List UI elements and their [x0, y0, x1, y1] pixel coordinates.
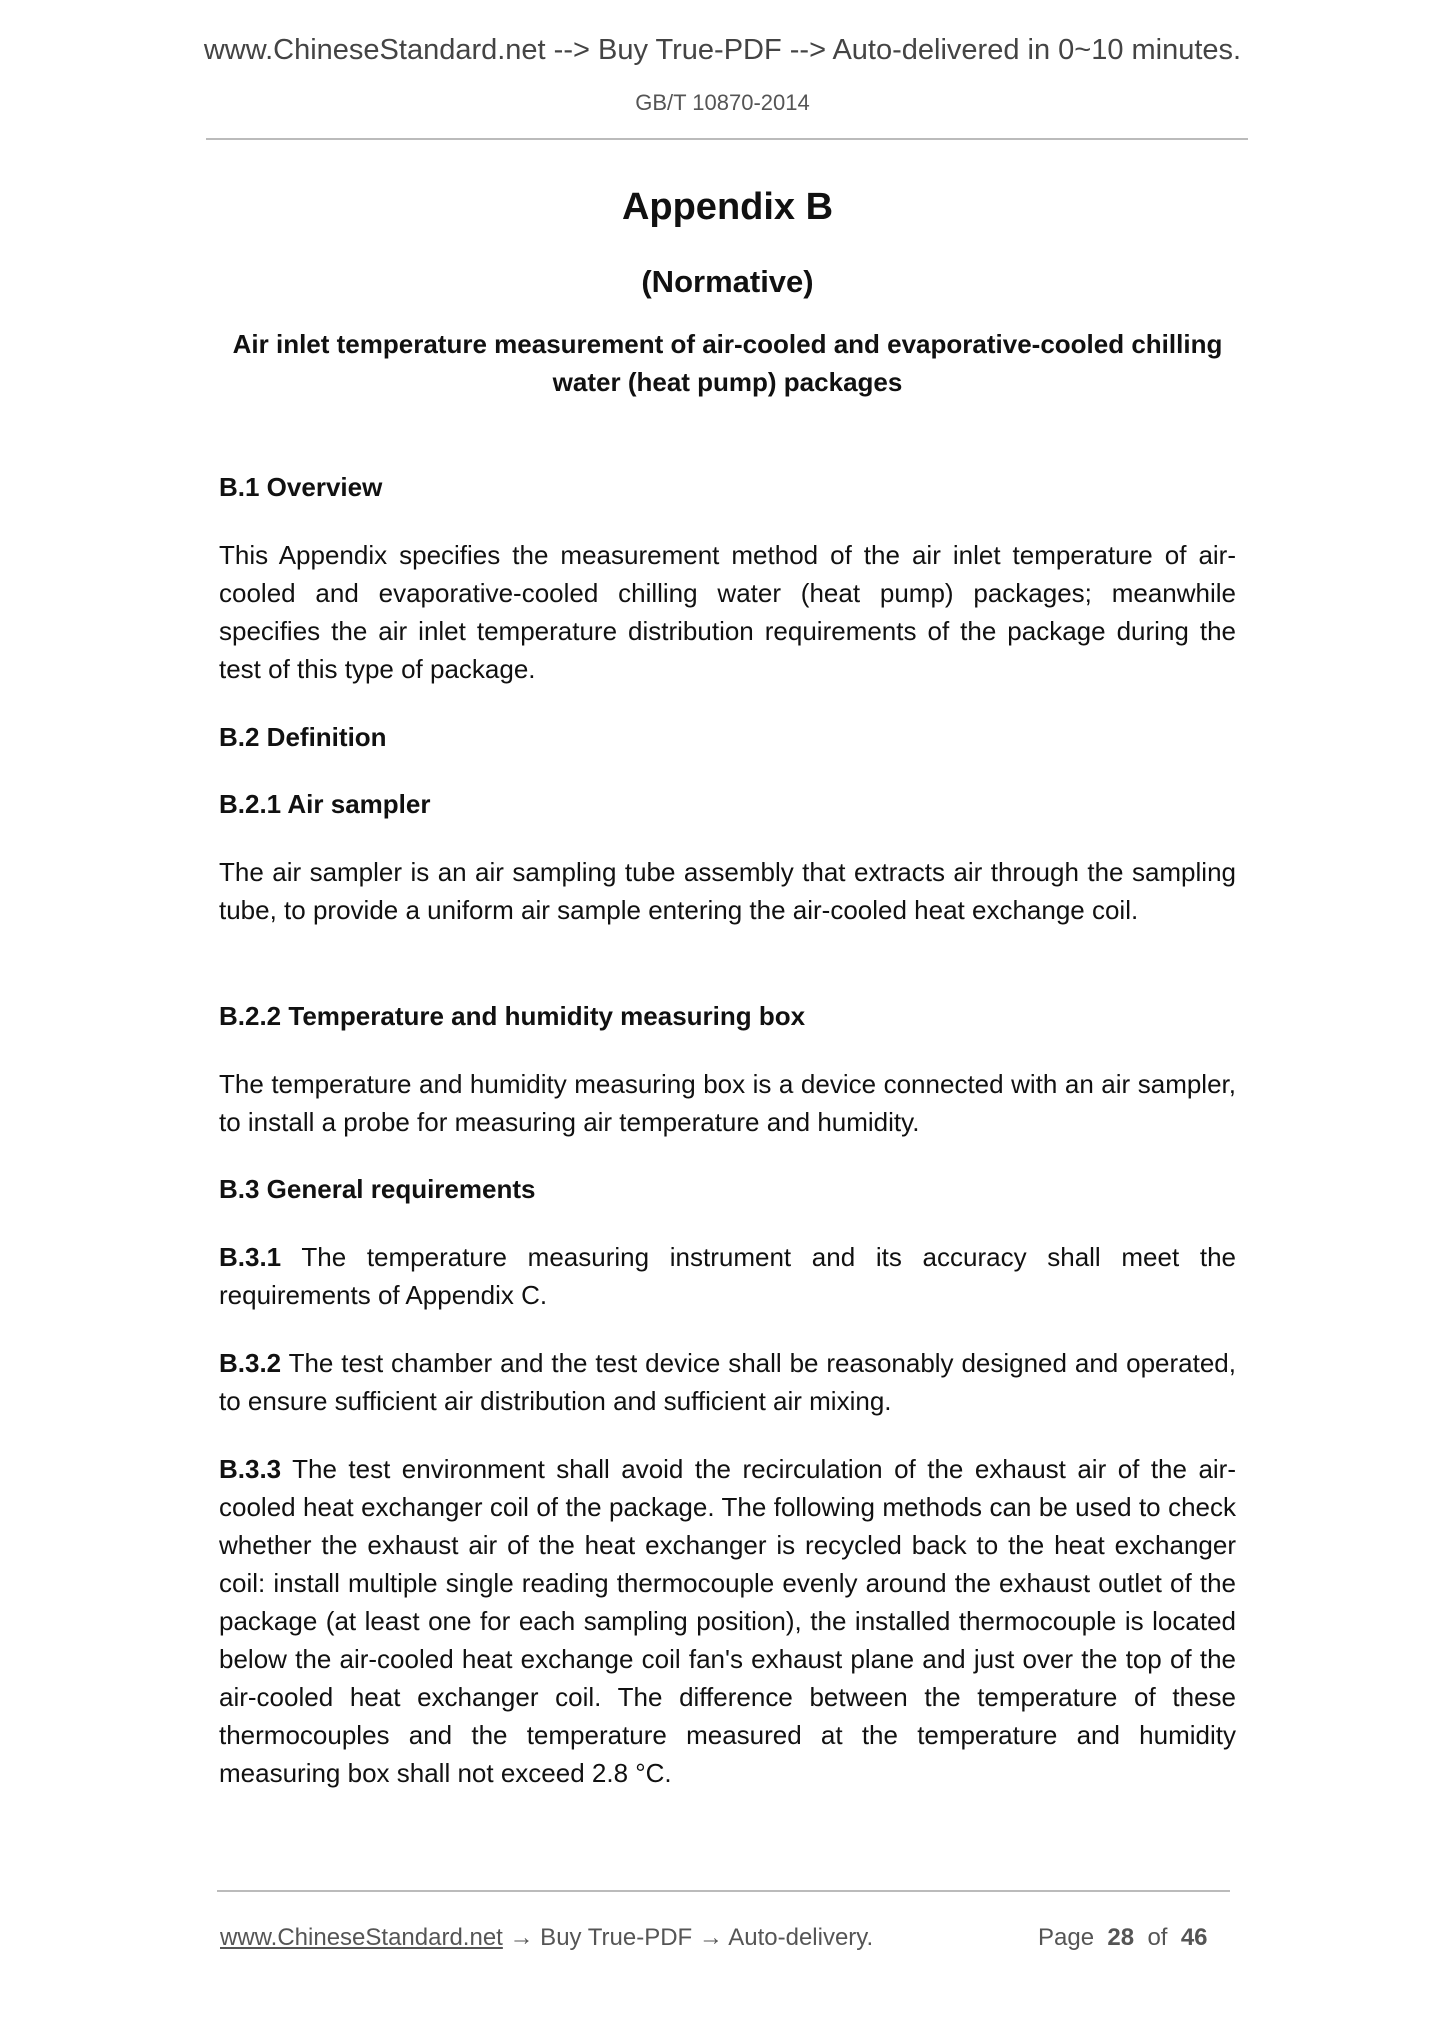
heading-b22: B.2.2 Temperature and humidity measuring box: [219, 1001, 806, 1031]
page-number: 28: [1107, 1924, 1135, 1951]
normative-label: (Normative): [641, 264, 814, 299]
clause-text: The test environment shall avoid the recirculation of the exhaust air of the air-cooled heat exchanger coil of the package. The following methods can be used to check whether the exhaust air of the heat exchanger is recycled back to the heat exchanger coil: install multiple single reading thermocouple evenly around the exhaust outlet of the package (at least one for each sampling position), the installed thermocouple is located below the air-cooled heat exchange coil fan's exhaust plane and just over the top of the air-cooled heat exchanger coil. The difference between the temperature of these thermocouples and the temperature measured at the temperature and humidity measuring box shall not exceed 2.8 °C.: [219, 1454, 1236, 1788]
page-title: Appendix B: [621, 186, 834, 228]
clause-text: The temperature measuring instrument and its accuracy shall meet the requirements of Appendix C.: [219, 1242, 1236, 1310]
header-banner: www.ChineseStandard.net --> Buy True-PDF --> Auto-delivered in 0~10 minutes.: [203, 34, 1242, 66]
clause-label: B.3.2: [219, 1348, 282, 1378]
heading-b2: B.2 Definition: [219, 722, 387, 752]
paragraph-b32: [219, 1344, 1236, 1420]
paragraph-b21: The air sampler is an air sampling tube assembly that extracts air through the sampling tube, to provide a uniform air sample entering the air-cooled heat exchange coil.: [219, 857, 1236, 925]
heading-b1: B.1 Overview: [219, 472, 383, 502]
clause-label: B.3.1: [219, 1242, 282, 1272]
paragraph-b31: [219, 1238, 1236, 1314]
page-indicator: [1038, 1924, 1208, 1952]
clause-text: The test chamber and the test device shall be reasonably designed and operated, to ensure sufficient air distribution and sufficient air mixing.: [219, 1348, 1236, 1416]
paragraph-b22: The temperature and humidity measuring box is a device connected with an air sampler, to install a probe for measuring air temperature and humidity.: [219, 1069, 1236, 1137]
header-divider: [206, 138, 1248, 140]
heading-b3: B.3 General requirements: [219, 1174, 536, 1204]
of-word: of: [1147, 1924, 1168, 1951]
footer-promo: [220, 1924, 873, 1952]
page-word: Page: [1038, 1924, 1095, 1951]
footer-link[interactable]: www.ChineseStandard.net: [220, 1924, 503, 1951]
page-total: 46: [1180, 1924, 1208, 1951]
footer-divider: [217, 1890, 1230, 1892]
paragraph-b33: [219, 1450, 1236, 1792]
subtitle: Air inlet temperature measurement of air-cooled and evaporative-cooled chilling water (heat pump) packages: [232, 329, 1223, 397]
clause-label: B.3.3: [219, 1454, 282, 1484]
footer-promo-text: → Buy True-PDF → Auto-delivery.: [502, 1924, 874, 1951]
paragraph-b1: This Appendix specifies the measurement method of the air inlet temperature of air-cooled and evaporative-cooled chilling water (heat pump) packages; meanwhile specifies the air inlet temperature distribution requirements of the package during the test of this type of package.: [219, 540, 1236, 684]
standard-code: GB/T 10870-2014: [635, 90, 810, 115]
heading-b21: B.2.1 Air sampler: [219, 789, 431, 819]
